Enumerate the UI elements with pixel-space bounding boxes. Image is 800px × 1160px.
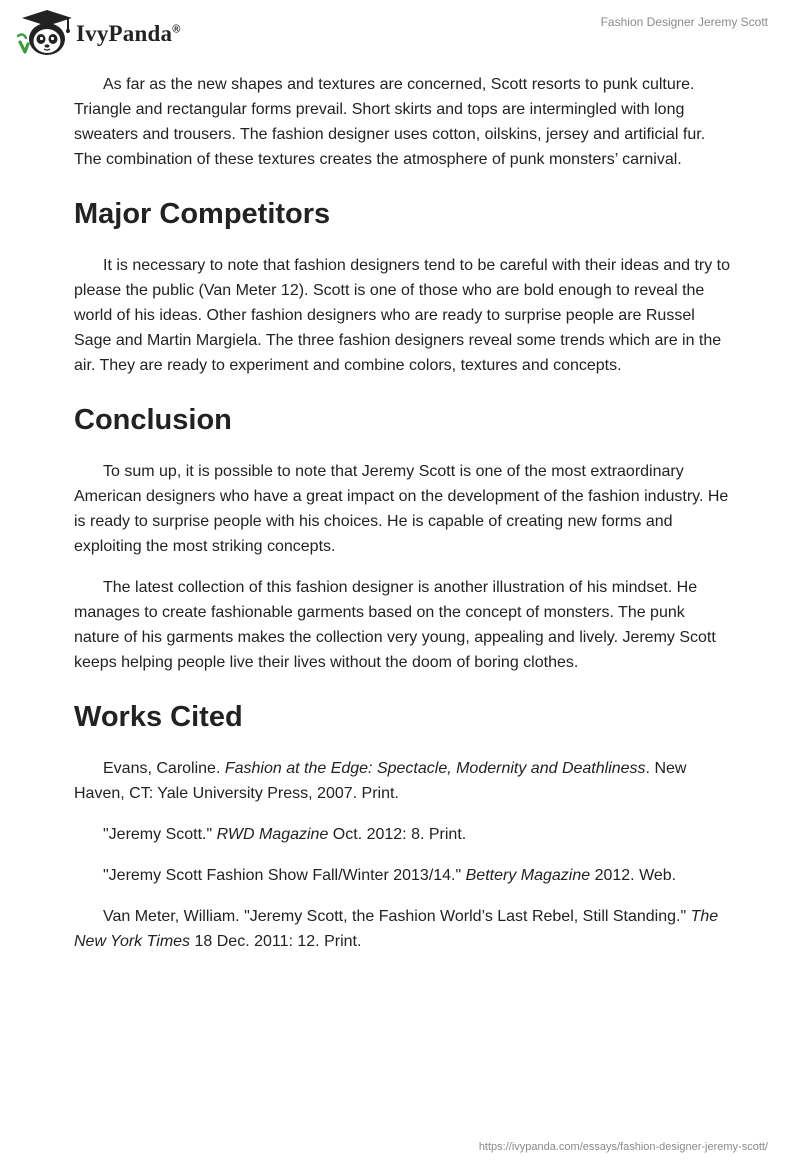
citation-bettery-magazine (74, 863, 734, 888)
running-head-title: Fashion Designer Jeremy Scott (600, 15, 768, 29)
citation-rwd-magazine (74, 822, 734, 847)
logo-wordmark (76, 21, 181, 47)
registered-mark: ® (172, 23, 181, 36)
conclusion-paragraph-2: The latest collection of this fashion designer is another illustration of his mindset. He manages to create fashionable garments based on the concept of monsters. The punk nature of his garments makes the collection very young, appealing and lively. Jeremy Scott keeps helping people live their lives without the doom of boring clothes. (74, 579, 716, 671)
citation-text: . New Haven, CT: Yale University Press, 2007. Print. (74, 760, 687, 802)
citation-text: 2012. Web. (590, 867, 677, 884)
conclusion-paragraph-1: To sum up, it is possible to note that Jeremy Scott is one of the most extraordinary American designers who have a great impact on the development of the fashion industry. He is ready to surprise people with his choices. He is capable of creating new forms and exploiting the most striking concepts. (74, 463, 729, 555)
citation-evans (74, 756, 734, 806)
citation-title: Fashion at the Edge: Spectacle, Modernity and Deathliness (224, 760, 646, 777)
citation-title: The New York Times (74, 908, 719, 950)
citation-title: Bettery Magazine (465, 867, 591, 884)
citation-text: 18 Dec. 2011: 12. Print. (190, 933, 362, 950)
competitors-paragraph: It is necessary to note that fashion designers tend to be careful with their ideas and try to please the public (Van Meter 12). Scott is one of those who are bold enough to reveal the world of his ideas. Other fashion designers who are ready to surprise people are Russel Sage and Martin Margiela. The three fashion designers reveal some trends which are in the air. They are ready to experiment and combine colors, textures and concepts. (74, 257, 731, 374)
panda-logo-icon (14, 8, 74, 58)
citation-text: "Jeremy Scott." (103, 826, 217, 843)
citation-title: RWD Magazine (216, 826, 329, 843)
logo-text: IvyPanda (76, 21, 173, 46)
citation-van-meter (74, 904, 734, 954)
citation-text: "Jeremy Scott Fashion Show Fall/Winter 2013/14." (103, 867, 466, 884)
heading-conclusion: Conclusion (74, 404, 232, 436)
ivypanda-logo[interactable] (14, 8, 181, 58)
citation-text: Evans, Caroline. (103, 760, 225, 777)
footer-source-link[interactable]: https://ivypanda.com/essays/fashion-designer-jeremy-scott/ (478, 1141, 768, 1153)
document-body (74, 72, 734, 970)
intro-paragraph: As far as the new shapes and textures are concerned, Scott resorts to punk culture. Triangle and rectangular forms prevail. Short skirts and tops are intermingled with long sweaters and trousers. The fashion designer uses cotton, oilskins, jersey and artificial fur. The combination of these textures creates the atmosphere of punk monsters’ carnival. (74, 76, 706, 168)
citation-text: Van Meter, William. "Jeremy Scott, the Fashion World’s Last Rebel, Still Standing." (103, 908, 691, 925)
heading-works-cited: Works Cited (74, 701, 243, 733)
citation-text: Oct. 2012: 8. Print. (328, 826, 467, 843)
heading-major-competitors: Major Competitors (74, 198, 331, 230)
